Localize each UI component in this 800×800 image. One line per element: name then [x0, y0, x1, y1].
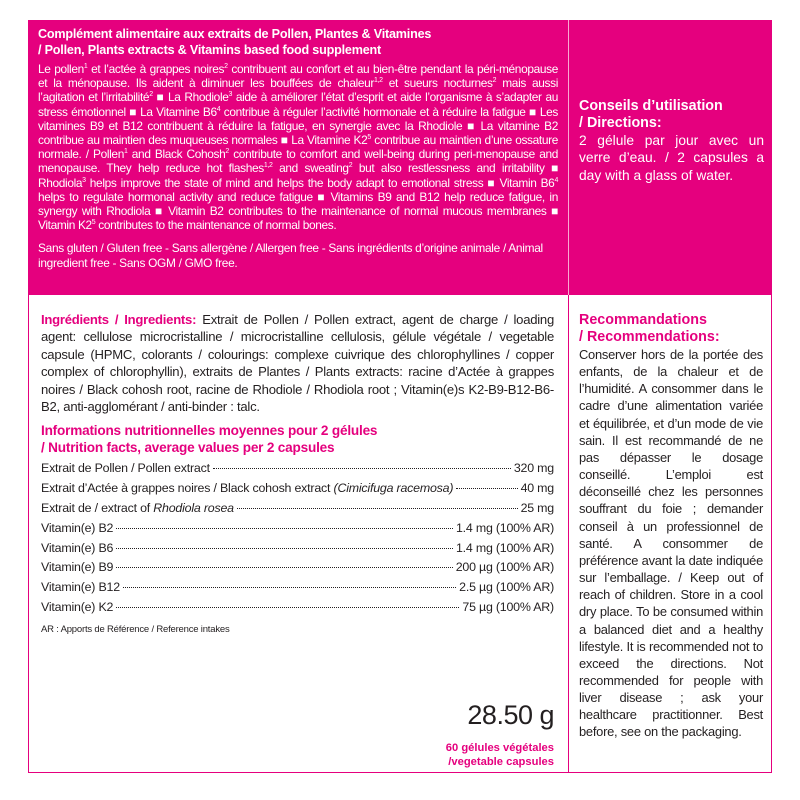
nutrient-value: 25 mg: [520, 501, 554, 516]
dot-leader: [123, 587, 456, 588]
nutrient-name: Vitamin(e) B12: [41, 580, 120, 595]
nutrition-row: [41, 558, 554, 578]
directions-text: 2 gélule par jour avec un verre d’eau. / 2 capsules a day with a glass of water.: [579, 133, 764, 183]
nutrient-value: 1.4 mg (100% AR): [455, 520, 554, 535]
directions-panel: [568, 20, 772, 295]
capsule-count: [446, 742, 554, 769]
nutrition-row: [41, 598, 554, 618]
recommendations-heading-en: / Recommendations:: [579, 329, 720, 345]
dot-leader: [116, 528, 453, 529]
health-claims: Le pollen$^1$ et l’actée à grappes noires$^2$ contribuent au confort et au bien-être pendant la péri-ménopause et la ménopause. Ils aident à diminuer les bouffées de chaleur$^{1,2}$ et sueurs nocturnes$^2$ mais aussi l’agitation et l’irritabilité$^2$ ■ La Rhodiole$^3$ aide à améliorer l’état d’esprit et aide l’organisme à s’adapter au stress émotionnel ■ La Vitamine $B6^4$ contribue à réguler l’activité hormonale et à réduire la fatigue ■ Les vitamines B9 et B12 contribuent à réduire la fatigue, en synergie avec la Rhodiole ■ La vitamine B2 contribue au maintien des muqueuses normales ■ La Vitamine $K2^5$ contribue au maintien d’une ossature normale. / Pollen$^1$ and Black Cohosh$^2$ contribute to comfort and well-being during peri-menopause and menopause. They help reduce hot flashes$^{1,2}$ and sweating$^2$ but also restlessness and irritability ■ Rhodiola$^3$ helps improve the state of mind and helps the body adapt to emotional stress ■ Vitamin $B6^4$ helps to regulate hormonal activity and reduce fatigue ■ Vitamins B9 and B12 help reduce fatigue, in synergy with Rhodiola ■ Vitamin B2 contributes to the maintenance of normal mucous membranes ■ Vitamin $K2^5$ contributes to the maintenance of normal bones.: [38, 62, 559, 233]
recommendations-panel: [568, 295, 772, 773]
recommendations-text: Conserver hors de la portée des enfants, de la chaleur et de l’humidité. A consommer dans le cadre d’une alimentation variée et équilibrée, et d’un mode de vie sain. Il est recommandé de ne pas dépasser le dosage conseillé. L’emploi est déconseillé chez les personnes souffrant du foie ; demander conseil à un professionnel de santé. A consommer de préférence avant la date indiquée sur l’emballage. / Keep out of reach of children. Store in a cool dry place. To be consumed within a balanced diet and a healthy lifestyle. It is recommended not to exceed the directions. Not recommended for people with liver disease ; ask your healthcare practitionner. Best before, see on the packaging.: [579, 347, 763, 740]
nutrient-value: 2.5 µg (100% AR): [459, 580, 554, 595]
nutrient-value: 1.4 mg (100% AR): [455, 540, 554, 555]
product-title-en: / Pollen, Plants extracts & Vitamins based food supplement: [38, 43, 381, 57]
nutrient-name: Vitamin(e) K2: [41, 600, 114, 615]
nutrition-row: [41, 499, 554, 519]
dot-leader: [116, 548, 453, 549]
nutrition-title-fr: Informations nutritionnelles moyennes pour 2 gélules: [41, 423, 378, 439]
nutrient-name: Vitamin(e) B6: [41, 540, 114, 555]
nutrient-value: 200 µg (100% AR): [455, 560, 554, 575]
nutrient-name: Vitamin(e) B2: [41, 520, 114, 535]
capsule-count-fr: 60 gélules végétales: [445, 742, 554, 754]
claims-panel: [28, 20, 568, 295]
dot-leader: [213, 468, 511, 469]
capsule-count-en: /vegetable capsules: [448, 755, 554, 768]
dot-leader: [237, 508, 518, 509]
nutrient-value: 40 mg: [520, 481, 554, 496]
directions-heading-fr: Conseils d’utilisation: [579, 98, 723, 114]
nutrition-table: [41, 459, 554, 617]
product-title-fr: Complément alimentaire aux extraits de Pollen, Plantes & Vitamines: [38, 27, 432, 41]
nutrient-value: 320 mg: [513, 461, 554, 476]
nutrient-name: Extrait de / extract of Rhodiola rosea: [41, 501, 234, 516]
net-weight: 28.50 g: [467, 700, 554, 730]
free-from-statement: Sans gluten / Gluten free - Sans allergène / Allergen free - Sans ingrédients d’origine animale / Animal ingredient free - Sans OGM / GMO free.: [38, 241, 543, 270]
nutrition-row: [41, 578, 554, 598]
nutrient-name: Vitamin(e) B9: [41, 560, 114, 575]
recommendations-heading-fr: Recommandations: [579, 312, 707, 328]
nutrition-row: [41, 459, 554, 479]
nutrition-title-en: / Nutrition facts, average values per 2 capsules: [41, 439, 335, 455]
ingredients-block: [41, 311, 554, 415]
nutrient-name: Extrait d’Actée à grappes noires / Black cohosh extract (Cimicifuga racemosa): [41, 481, 454, 496]
nutrient-value: 75 µg (100% AR): [462, 600, 554, 615]
nutrition-row: [41, 539, 554, 559]
nutrition-row: [41, 479, 554, 499]
reference-intakes-note: AR : Apports de Référence / Reference intakes: [41, 623, 230, 635]
ingredients-panel: [28, 295, 568, 773]
dot-leader: [456, 488, 517, 489]
ingredients-label: Ingrédients / Ingredients:: [41, 312, 197, 327]
dot-leader: [116, 607, 459, 608]
dot-leader: [116, 567, 452, 568]
directions-heading-en: / Directions:: [579, 115, 662, 131]
nutrient-name: Extrait de Pollen / Pollen extract: [41, 461, 210, 476]
nutrition-row: [41, 519, 554, 539]
ingredients-text: Extrait de Pollen / Pollen extract, agent de charge / loading agent: cellulose microcristalline / microcristalline cellulosis, gélule végétale / vegetable capsule (HPMC, colorants / colourings: complexe cuivrique des chlorophyllines / copper complex of chlorophyllin), extraits de Plantes / Plants extracts: racine d’Actée à grappes noires / Black cohosh root, racine de Rhodiole / Rhodiola root ; Vitamin(e)s K2-B9-B12-B6-B2, anti-agglomérant / anti-binder : talc.: [41, 312, 554, 415]
